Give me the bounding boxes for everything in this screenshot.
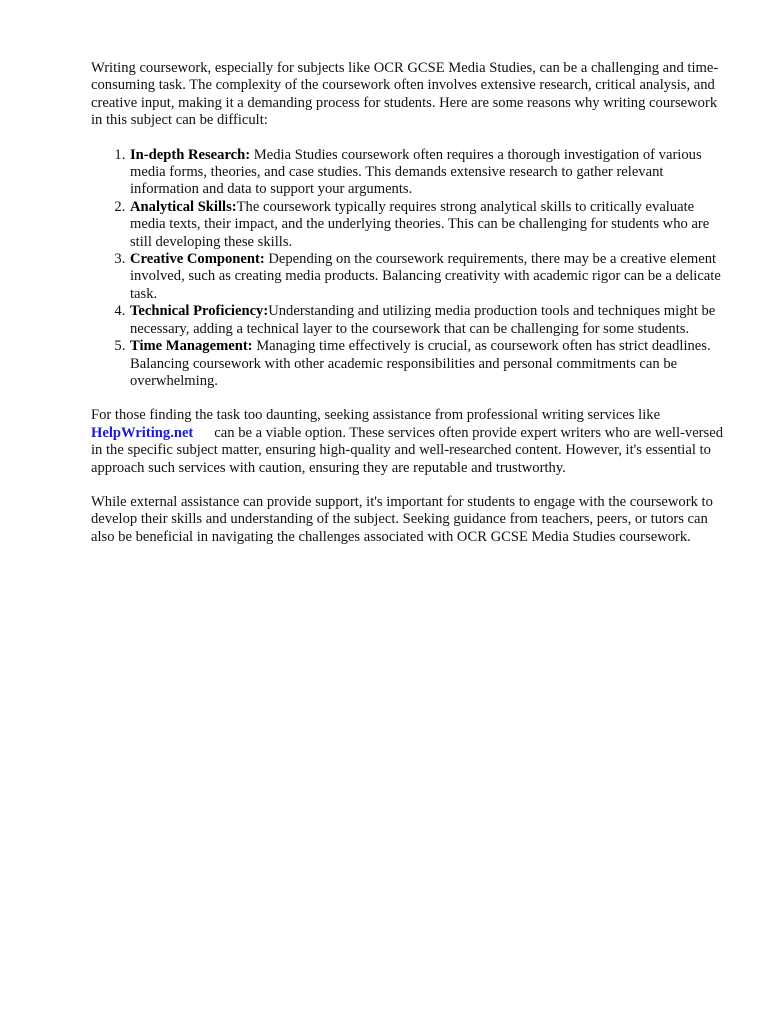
list-item <box>129 338 729 390</box>
closing-paragraph: While external assistance can provide support, it's important for students to engage with the coursework to develop their skills and understanding of the subject. Seeking guidance from teachers, peers, or tutors can also be beneficial in navigating the challenges associated with OCR GCSE Media Studies coursework. <box>91 493 713 545</box>
document-page <box>91 60 729 546</box>
assistance-text-after: can be a viable option. These services often provide expert writers who are well-versed in the specific subject matter, ensuring high-quality and well-researched content. However, it's essential to approach such services with caution, ensuring they are reputable and trustworthy. <box>91 424 723 476</box>
reason-term: Analytical Skills: <box>130 198 237 215</box>
assistance-text-before: For those finding the task too daunting, seeking assistance from professional writing services like <box>91 407 661 424</box>
reason-text: Depending on the coursework requirements, there may be a creative element involved, such as creating media products. Balancing creativity with academic rigor can be a delicate task. <box>130 251 721 302</box>
reason-term: Creative Component: <box>130 251 265 268</box>
reason-text: Media Studies coursework often requires a thorough investigation of various media forms, theories, and case studies. This demands extensive research to gather relevant information and data to support your arguments. <box>130 146 702 198</box>
reason-term: Time Management: <box>130 338 253 355</box>
helpwriting-link[interactable]: HelpWriting.net <box>91 424 194 441</box>
list-item <box>129 251 729 303</box>
assistance-paragraph <box>91 407 729 477</box>
reason-term: In-depth Research: <box>130 146 251 163</box>
reason-text: Managing time effectively is crucial, as coursework often has strict deadlines. Balancing coursework with other academic responsibilities and personal commitments can be overwhelming. <box>130 338 711 389</box>
reason-text: The coursework typically requires strong analytical skills to critically evaluate media texts, their impact, and the underlying theories. This can be challenging for students who are still developing these skills. <box>130 198 710 250</box>
reason-term: Technical Proficiency: <box>130 303 269 320</box>
list-item <box>129 199 729 251</box>
list-item <box>129 147 729 199</box>
reasons-list <box>91 147 729 391</box>
list-item <box>129 303 729 338</box>
intro-paragraph: Writing coursework, especially for subjects like OCR GCSE Media Studies, can be a challenging and time-consuming task. The complexity of the coursework often involves extensive research, critical analysis, and creative input, making it a demanding process for students. Here are some reasons why writing coursework in this subject can be difficult: <box>91 60 719 129</box>
reason-text: Understanding and utilizing media production tools and techniques might be necessary, adding a technical layer to the coursework that can be challenging for some students. <box>130 303 716 337</box>
